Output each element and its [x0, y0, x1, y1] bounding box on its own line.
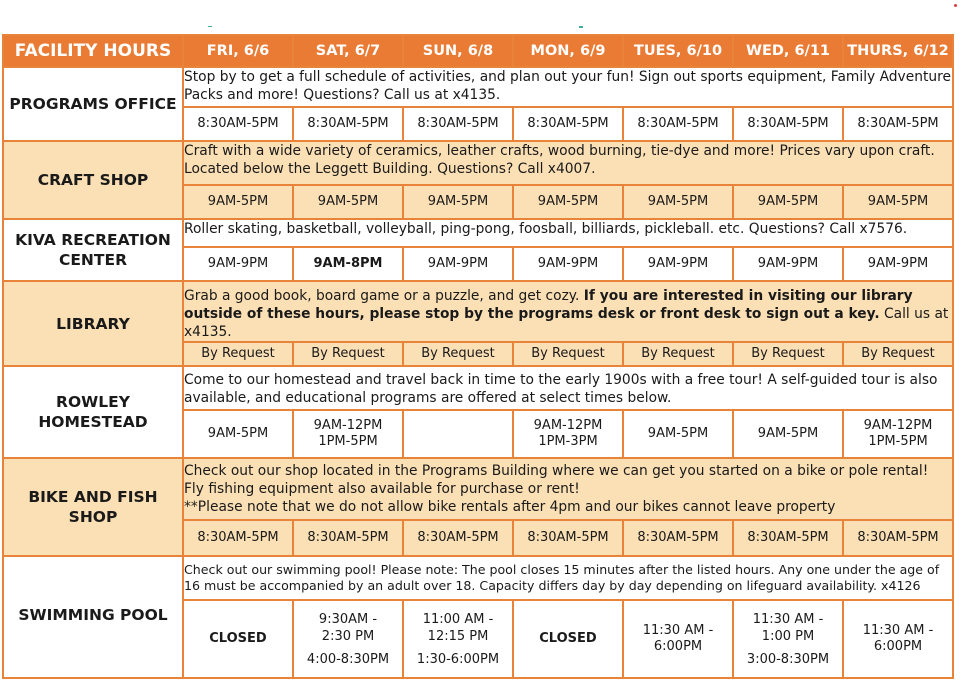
hours-cell: 8:30AM-5PM [843, 520, 953, 556]
hours-cell: 8:30AM-5PM [183, 107, 293, 141]
description-text: Call us at x4135. [184, 306, 949, 340]
hours-line: 1PM-3PM [538, 434, 598, 449]
hours-line: 9AM-12PM [533, 418, 603, 433]
hours-line: 9AM-5PM [647, 426, 709, 441]
hours-line: 1:30-6:00PM [416, 651, 500, 667]
decorative-tick [579, 26, 583, 28]
facility-hours-table [2, 34, 954, 679]
day-header: SUN, 6/8 [403, 35, 513, 67]
hours-cell: By Request [733, 342, 843, 366]
library-desc-row [3, 281, 953, 342]
facility-name-line: HOMESTEAD [38, 413, 148, 431]
hours-line: 9AM-12PM [313, 418, 383, 433]
hours-cell: 9AM-5PM [293, 185, 403, 219]
hours-cell: 8:30AM-5PM [183, 520, 293, 556]
hours-cell: 9AM-9PM [733, 247, 843, 281]
hours-cell [293, 410, 403, 458]
hours-cell: 9AM-5PM [623, 185, 733, 219]
kiva-desc-row [3, 219, 953, 247]
hours-cell: 9AM-9PM [403, 247, 513, 281]
hours-cell: 8:30AM-5PM [623, 107, 733, 141]
facility-description: Craft with a wide variety of ceramics, leather crafts, wood burning, tie-dye and more! Prices vary upon craft. Located below the Leggett Building. Questions? Call x4007. [183, 141, 953, 185]
header-row [3, 35, 953, 67]
hours-cell: By Request [293, 342, 403, 366]
hours-line: 6:00PM [653, 639, 703, 654]
hours-cell [513, 600, 623, 678]
hours-line: 1PM-5PM [318, 434, 378, 449]
craft-shop-desc-row [3, 141, 953, 185]
table-title: FACILITY HOURS [3, 35, 183, 67]
facility-name-bike-and-fish-shop: BIKE AND FISH SHOP [3, 458, 183, 556]
hours-line: 4:00-8:30PM [306, 651, 390, 667]
hours-line: 9AM-12PM [863, 418, 933, 433]
hours-cell: 8:30AM-5PM [293, 520, 403, 556]
decorative-tick [208, 26, 212, 27]
hours-cell [183, 410, 293, 458]
hours-line: 11:30 AM - [862, 623, 934, 638]
hours-line: 9:30AM - [318, 611, 378, 627]
day-header: MON, 6/9 [513, 35, 623, 67]
hours-cell: 9AM-5PM [403, 185, 513, 219]
hours-cell: 9AM-8PM [293, 247, 403, 281]
day-header: FRI, 6/6 [183, 35, 293, 67]
hours-line: 12:15 PM [427, 628, 489, 644]
hours-cell: 8:30AM-5PM [733, 107, 843, 141]
hours-line: 11:00 AM - [422, 611, 494, 627]
hours-line: 1PM-5PM [868, 434, 928, 449]
hours-cell: By Request [623, 342, 733, 366]
facility-name-line: ROWLEY [56, 393, 130, 411]
hours-cell: 8:30AM-5PM [513, 520, 623, 556]
day-header: WED, 6/11 [733, 35, 843, 67]
hours-cell: 8:30AM-5PM [403, 107, 513, 141]
programs-office-desc-row [3, 67, 953, 107]
facility-name-craft-shop: CRAFT SHOP [3, 141, 183, 219]
hours-cell [733, 410, 843, 458]
hours-line: CLOSED [209, 631, 267, 646]
description-emphasis: If you are interested in visiting our library outside of these hours, please stop by the programs desk or front desk to sign out a key. [184, 288, 913, 322]
facility-description [183, 281, 953, 342]
description-text: Grab a good book, board game or a puzzle, and get cozy. [184, 288, 584, 304]
hours-cell: 8:30AM-5PM [623, 520, 733, 556]
facility-name-rowley-homestead [3, 366, 183, 458]
hours-cell: 9AM-5PM [513, 185, 623, 219]
hours-cell: By Request [403, 342, 513, 366]
hours-line: CLOSED [539, 631, 597, 646]
hours-line: 9AM-5PM [757, 426, 819, 441]
hours-cell: 8:30AM-5PM [293, 107, 403, 141]
rowley-desc-row [3, 366, 953, 410]
hours-line: 6:00PM [873, 639, 923, 654]
hours-cell: By Request [843, 342, 953, 366]
hours-cell: 9AM-9PM [183, 247, 293, 281]
corner-dot [954, 4, 957, 7]
day-header: TUES, 6/10 [623, 35, 733, 67]
hours-cell [403, 410, 513, 458]
hours-cell: 8:30AM-5PM [733, 520, 843, 556]
hours-cell [403, 600, 513, 678]
hours-line: 2:30 PM [321, 628, 375, 644]
day-header: THURS, 6/12 [843, 35, 953, 67]
pool-desc-row [3, 556, 953, 600]
hours-cell [733, 600, 843, 678]
facility-name-line: KIVA RECREATION [15, 231, 171, 249]
facility-name-swimming-pool: SWIMMING POOL [3, 556, 183, 678]
hours-cell: 9AM-5PM [843, 185, 953, 219]
hours-cell: By Request [513, 342, 623, 366]
hours-cell [623, 410, 733, 458]
hours-cell: 8:30AM-5PM [403, 520, 513, 556]
hours-cell [623, 600, 733, 678]
day-header: SAT, 6/7 [293, 35, 403, 67]
facility-name-line: CENTER [58, 251, 128, 269]
hours-cell: 9AM-9PM [623, 247, 733, 281]
facility-description: Roller skating, basketball, volleyball, ping-pong, foosball, billiards, pickleball. etc. Questions? Call x7576. [183, 219, 953, 247]
facility-description [183, 458, 953, 520]
hours-cell [843, 410, 953, 458]
hours-cell [843, 600, 953, 678]
bike-fish-desc-row [3, 458, 953, 520]
facility-description: Stop by to get a full schedule of activities, and plan out your fun! Sign out sports equipment, Family Adventure Packs and more! Questions? Call us at x4135. [183, 67, 953, 107]
hours-line: 1:00 PM [761, 628, 815, 644]
hours-cell: By Request [183, 342, 293, 366]
facility-name-library: LIBRARY [3, 281, 183, 366]
facility-name-programs-office: PROGRAMS OFFICE [3, 67, 183, 141]
hours-cell: 9AM-9PM [513, 247, 623, 281]
facility-description: Come to our homestead and travel back in time to the early 1900s with a free tour! A self-guided tour is also available, and educational programs are offered at select times below. [183, 366, 953, 410]
hours-line: 9AM-5PM [207, 426, 269, 441]
hours-cell: 9AM-5PM [183, 185, 293, 219]
hours-cell [183, 600, 293, 678]
description-line: **Please note that we do not allow bike rentals after 4pm and our bikes cannot leave property [184, 499, 836, 515]
hours-cell: 8:30AM-5PM [843, 107, 953, 141]
hours-cell: 9AM-5PM [733, 185, 843, 219]
hours-cell: 8:30AM-5PM [513, 107, 623, 141]
hours-cell: 9AM-9PM [843, 247, 953, 281]
hours-line: 11:30 AM - [752, 611, 824, 627]
description-line: Fly fishing equipment also available for purchase or rent! [184, 481, 580, 497]
hours-line: 11:30 AM - [642, 623, 714, 638]
facility-name-kiva-recreation-center [3, 219, 183, 281]
facility-description: Check out our swimming pool! Please note: The pool closes 15 minutes after the listed hours. Any one under the age of 16 must be accompanied by an adult over 18. Capacity differs day by day depending on lifeguard availability. x4126 [183, 556, 953, 600]
hours-line: 3:00-8:30PM [746, 651, 830, 667]
hours-cell [513, 410, 623, 458]
description-line: Check out our shop located in the Programs Building where we can get you started on a bike or pole rental! [184, 463, 929, 479]
hours-cell [293, 600, 403, 678]
